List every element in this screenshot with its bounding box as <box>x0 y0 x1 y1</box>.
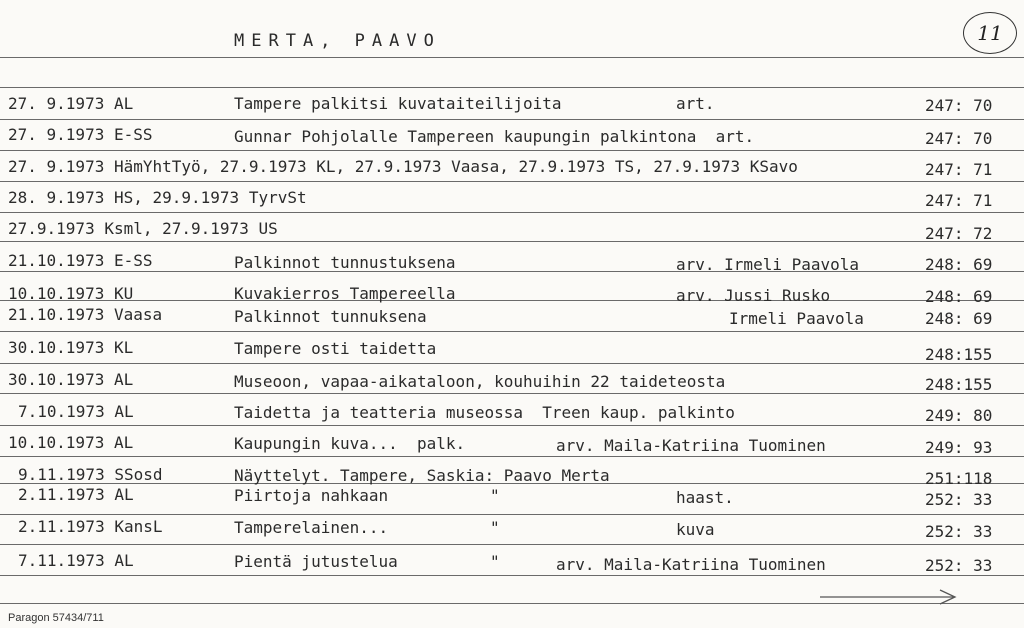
entry-date: 10.10.1973 KU <box>8 284 134 303</box>
printer-label: Paragon 57434/711 <box>8 612 104 624</box>
entry-ref: 248: 69 <box>925 309 993 328</box>
entry-ref: 248: 69 <box>925 287 993 306</box>
entry-date: 30.10.1973 KL <box>8 338 134 357</box>
entry-date: 28. 9.1973 HS, 29.9.1973 TyrvSt <box>8 188 307 207</box>
entry-title: Taidetta ja teatteria museossa Treen kaup. palkinto <box>234 403 735 422</box>
entry-date: 27. 9.1973 HämYhtTyö, 27.9.1973 KL, 27.9.1973 Vaasa, 27.9.1973 TS, 27.9.1973 KSavo <box>8 157 798 176</box>
entry-ref: 252: 33 <box>925 556 993 575</box>
entry-note: arv. Jussi Rusko <box>676 286 831 305</box>
rule <box>0 393 1024 394</box>
entry-ref: 247: 71 <box>925 191 993 210</box>
entry-ref: 247: 70 <box>925 96 993 115</box>
card-number: 11 <box>977 21 1003 45</box>
entry-date: 21.10.1973 Vaasa <box>8 305 163 324</box>
entry-date: 21.10.1973 E-SS <box>8 251 153 270</box>
entry-note: Irmeli Paavola <box>729 309 864 328</box>
entry-date: 27.9.1973 Ksml, 27.9.1973 US <box>8 219 278 238</box>
entry-date: 7.11.1973 AL <box>18 551 134 570</box>
entry-ref: 249: 80 <box>925 406 993 425</box>
entry-title: Museoon, vapaa-aikataloon, kouhuihin 22 taideteosta <box>234 372 726 391</box>
entry-title: Pientä jutustelua <box>234 552 398 571</box>
entry-date: 7.10.1973 AL <box>18 402 134 421</box>
ditto-mark: " <box>490 552 500 571</box>
entry-note: arv. Maila-Katriina Tuominen <box>556 555 826 574</box>
entry-title: Tampere osti taidetta <box>234 339 437 358</box>
rule <box>0 87 1024 88</box>
entry-ref: 247: 72 <box>925 224 993 243</box>
rule <box>0 425 1024 426</box>
entry-title: Gunnar Pohjolalle Tampereen kaupungin palkintona art. <box>234 127 755 146</box>
rule <box>0 241 1024 242</box>
entry-date: 2.11.1973 KansL <box>18 517 163 536</box>
entry-ref: 248: 69 <box>925 255 993 274</box>
entry-date: 27. 9.1973 E-SS <box>8 125 153 144</box>
rule <box>0 363 1024 364</box>
entry-title: Tamperelainen... <box>234 518 389 537</box>
entry-title: Näyttelyt. Tampere, Saskia: Paavo Merta <box>234 466 610 485</box>
entry-ref: 248:155 <box>925 375 993 394</box>
entry-note: arv. Maila-Katriina Tuominen <box>556 436 826 455</box>
entry-note: kuva <box>676 520 715 539</box>
rule <box>0 271 1024 272</box>
entry-note: art. <box>676 94 715 113</box>
rule <box>0 181 1024 182</box>
entry-note: haast. <box>676 488 734 507</box>
entry-ref: 252: 33 <box>925 522 993 541</box>
entry-date: 9.11.1973 SSosd <box>18 465 163 484</box>
card-number-circle <box>963 12 1017 54</box>
entry-title: Palkinnot tunnustuksena <box>234 253 456 272</box>
rule <box>0 212 1024 213</box>
rule <box>0 119 1024 120</box>
entry-title: Kaupungin kuva... palk. <box>234 434 466 453</box>
arrow-right-icon <box>818 588 960 606</box>
entry-ref: 248:155 <box>925 345 993 364</box>
rule <box>0 150 1024 151</box>
rule-header <box>0 57 1024 58</box>
entry-title: Tampere palkitsi kuvataiteilijoita <box>234 94 562 113</box>
entry-note: arv. Irmeli Paavola <box>676 255 860 274</box>
entry-ref: 251:118 <box>925 469 993 488</box>
card-name: MERTA, PAAVO <box>234 31 441 51</box>
entry-date: 10.10.1973 AL <box>8 433 134 452</box>
ditto-mark: " <box>490 518 500 537</box>
entry-ref: 252: 33 <box>925 490 993 509</box>
rule <box>0 300 1024 301</box>
entry-date: 27. 9.1973 AL <box>8 94 134 113</box>
rule <box>0 514 1024 515</box>
entry-date: 2.11.1973 AL <box>18 485 134 504</box>
entry-title: Kuvakierros Tampereella <box>234 284 456 303</box>
ditto-mark: " <box>490 486 500 505</box>
entry-date: 30.10.1973 AL <box>8 370 134 389</box>
entry-title: Palkinnot tunnuksena <box>234 307 427 326</box>
entry-ref: 247: 71 <box>925 160 993 179</box>
rule <box>0 575 1024 576</box>
rule <box>0 456 1024 457</box>
rule <box>0 331 1024 332</box>
rule <box>0 544 1024 545</box>
entry-ref: 247: 70 <box>925 129 993 148</box>
entry-title: Piirtoja nahkaan <box>234 486 389 505</box>
entry-ref: 249: 93 <box>925 438 993 457</box>
